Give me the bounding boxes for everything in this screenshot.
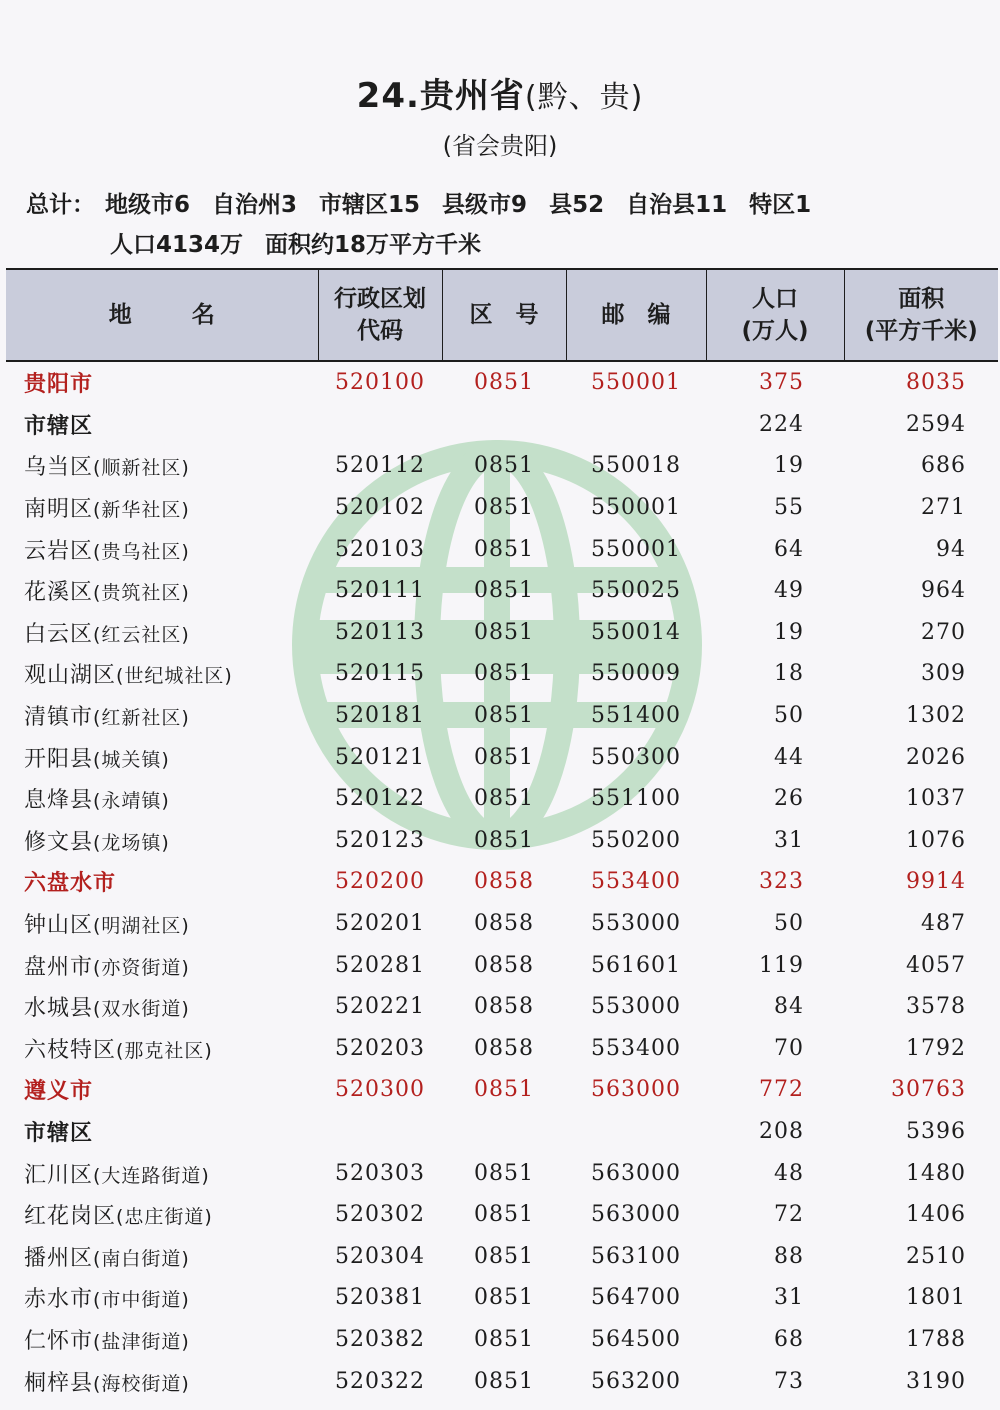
place-name: 六盘水市: [24, 871, 117, 897]
cell-code: 520115: [335, 661, 425, 687]
cell-area-code: 0851: [474, 786, 534, 812]
cell-population: 31: [774, 827, 804, 853]
cell-population: 44: [774, 744, 804, 770]
cell-name: [6, 820, 318, 862]
seat-name: (红新社区): [93, 707, 190, 730]
place-name: 息烽县: [24, 788, 94, 814]
place-name: 六枝特区: [24, 1037, 117, 1063]
header-population: [706, 269, 844, 361]
cell-code: 520303: [335, 1160, 425, 1186]
place-name: 贵阳市: [24, 372, 94, 398]
place-name: 盘州市: [24, 954, 94, 980]
cell-area-code: 0858: [474, 952, 534, 978]
seat-name: (城关镇): [93, 748, 170, 771]
table-row: [6, 653, 998, 695]
cell-area: 2026: [906, 744, 966, 770]
cell-area: 270: [921, 619, 966, 645]
cell-code: 520304: [335, 1243, 425, 1269]
place-name: 白云区: [24, 621, 94, 647]
table-row: [6, 778, 998, 820]
place-name: 市辖区: [24, 413, 94, 439]
cell-postal: 550014: [591, 619, 681, 645]
cell-area: 8035: [906, 370, 966, 396]
cell-area: 1037: [906, 786, 966, 812]
header-pop-line1: 人口: [752, 286, 798, 312]
cell-name: [6, 1111, 318, 1153]
table-row: [6, 1235, 998, 1277]
seat-name: (海校街道): [93, 1372, 190, 1395]
header-code-line1: 行政区划: [334, 286, 426, 312]
place-name: 清镇市: [24, 705, 94, 731]
summary-item: 自治县11: [626, 192, 728, 218]
district-row: [6, 404, 998, 446]
seat-name: (龙场镇): [93, 831, 170, 854]
place-name: 花溪区: [24, 580, 94, 606]
cell-code: 520201: [335, 911, 425, 937]
summary-item: 市辖区15: [319, 192, 421, 218]
place-name: 钟山区: [24, 913, 94, 939]
place-name: 汇川区: [24, 1162, 94, 1188]
table-row: [6, 612, 998, 654]
cell-name: [6, 487, 318, 529]
cell-code: [318, 1111, 442, 1153]
summary-label: 总计：: [26, 192, 95, 218]
cell-area-code: 0851: [474, 453, 534, 479]
cell-area: 9914: [906, 869, 966, 895]
cell-code: 520103: [335, 536, 425, 562]
table-row: [6, 736, 998, 778]
seat-name: (大连路街道): [93, 1164, 210, 1187]
cell-postal: 550009: [591, 661, 681, 687]
seat-name: (永靖镇): [93, 790, 170, 813]
cell-postal: [566, 1111, 706, 1153]
cell-postal: 563000: [591, 1160, 681, 1186]
cell-area: 309: [921, 661, 966, 687]
cell-population: 68: [774, 1326, 804, 1352]
cell-area: 271: [921, 495, 966, 521]
table-row: [6, 1194, 998, 1236]
cell-postal: 553000: [591, 994, 681, 1020]
cell-population: 72: [774, 1202, 804, 1228]
header-area-code: 区 号: [442, 269, 566, 361]
place-name: 桐梓县: [24, 1370, 94, 1396]
title-alias: (黔、贵): [524, 80, 644, 115]
cell-code: 520200: [335, 869, 425, 895]
cell-name: [6, 695, 318, 737]
summary-item: 县级市9: [442, 192, 528, 218]
place-name: 南明区: [24, 497, 94, 523]
cell-name: [6, 903, 318, 945]
cell-name: [6, 986, 318, 1028]
cell-population: 73: [774, 1368, 804, 1394]
cell-code: 520381: [335, 1285, 425, 1311]
cell-postal: 550200: [591, 827, 681, 853]
cell-name: [6, 570, 318, 612]
cell-postal: 550001: [591, 495, 681, 521]
seat-name: (市中街道): [93, 1289, 190, 1312]
place-name: 赤水市: [24, 1287, 94, 1313]
cell-area: 1302: [906, 703, 966, 729]
cell-code: 520300: [335, 1077, 425, 1103]
header-code-line2: 代码: [357, 318, 403, 344]
place-name: 开阳县: [24, 746, 94, 772]
cell-code: 520281: [335, 952, 425, 978]
cell-population: 19: [774, 619, 804, 645]
summary-item: 地级市6: [105, 192, 191, 218]
cell-area-code: 0851: [474, 703, 534, 729]
summary-item: 县52: [549, 192, 605, 218]
cell-population: 375: [759, 370, 804, 396]
cell-area-code: 0858: [474, 994, 534, 1020]
table-row: [6, 1028, 998, 1070]
cell-name: [6, 404, 318, 446]
cell-population: 48: [774, 1160, 804, 1186]
cell-postal: 563000: [591, 1202, 681, 1228]
cell-area: 1788: [906, 1326, 966, 1352]
summary-area: 面积约18万平方千米: [265, 232, 482, 258]
cell-population: 50: [774, 911, 804, 937]
cell-area-code: 0851: [474, 1285, 534, 1311]
table-row: [6, 820, 998, 862]
page-subtitle: (省会贵阳): [442, 132, 558, 160]
cell-area: 2510: [906, 1243, 966, 1269]
cell-area-code: [442, 404, 566, 446]
cell-area-code: 0851: [474, 827, 534, 853]
city-row: [6, 1069, 998, 1111]
table-row: [6, 1152, 998, 1194]
cell-name: [6, 528, 318, 570]
cell-area: 2594: [906, 411, 966, 437]
cell-postal: 550300: [591, 744, 681, 770]
cell-population: 31: [774, 1285, 804, 1311]
cell-population: 208: [759, 1118, 804, 1144]
cell-area: 487: [921, 911, 966, 937]
seat-name: (南白街道): [93, 1247, 190, 1270]
cell-name: [6, 1319, 318, 1361]
cell-code: 520181: [335, 703, 425, 729]
cell-code: 520113: [335, 619, 425, 645]
cell-postal: 564500: [591, 1326, 681, 1352]
summary-item: 特区1: [749, 192, 812, 218]
cell-population: 26: [774, 786, 804, 812]
cell-area: 3190: [906, 1368, 966, 1394]
cell-area-code: 0858: [474, 1035, 534, 1061]
cell-code: 520122: [335, 786, 425, 812]
cell-postal: 550018: [591, 453, 681, 479]
table-row: [6, 986, 998, 1028]
cell-code: 520203: [335, 1035, 425, 1061]
cell-postal: 563000: [591, 1077, 681, 1103]
cell-population: 18: [774, 661, 804, 687]
table-row: [6, 1360, 998, 1402]
admin-division-table: [6, 268, 998, 1402]
cell-area-code: 0858: [474, 869, 534, 895]
cell-code: 520102: [335, 495, 425, 521]
header-area: [844, 269, 998, 361]
cell-area-code: 0851: [474, 619, 534, 645]
cell-area: 3578: [906, 994, 966, 1020]
cell-population: 50: [774, 703, 804, 729]
cell-postal: 564700: [591, 1285, 681, 1311]
cell-area-code: [442, 1111, 566, 1153]
cell-name: [6, 778, 318, 820]
city-row: [6, 861, 998, 903]
cell-name: [6, 1277, 318, 1319]
place-name: 修文县: [24, 829, 94, 855]
cell-postal: 563200: [591, 1368, 681, 1394]
seat-name: (忠庄街道): [116, 1206, 213, 1229]
cell-area-code: 0851: [474, 661, 534, 687]
cell-code: 520123: [335, 827, 425, 853]
cell-name: [6, 445, 318, 487]
cell-population: 70: [774, 1035, 804, 1061]
cell-name: [6, 1028, 318, 1070]
cell-area: 1480: [906, 1160, 966, 1186]
cell-postal: 550025: [591, 578, 681, 604]
table-row: [6, 903, 998, 945]
page-title: [0, 68, 1000, 117]
cell-area: 686: [921, 453, 966, 479]
cell-postal: 550001: [591, 536, 681, 562]
seat-name: (红云社区): [93, 623, 190, 646]
table-row: [6, 944, 998, 986]
cell-area: 1801: [906, 1285, 966, 1311]
cell-code: 520221: [335, 994, 425, 1020]
cell-postal: 553000: [591, 911, 681, 937]
cell-area-code: 0851: [474, 1243, 534, 1269]
header-name: [6, 269, 318, 361]
table-header-row: [6, 269, 998, 361]
cell-name: [6, 1194, 318, 1236]
seat-name: (盐津街道): [93, 1330, 190, 1353]
cell-population: 119: [759, 952, 804, 978]
place-name: 云岩区: [24, 538, 94, 564]
cell-code: [318, 404, 442, 446]
table-row: [6, 695, 998, 737]
cell-population: 19: [774, 453, 804, 479]
cell-area-code: 0851: [474, 1202, 534, 1228]
cell-area: 5396: [906, 1118, 966, 1144]
cell-postal: 551100: [591, 786, 681, 812]
cell-population: 49: [774, 578, 804, 604]
header-code: [318, 269, 442, 361]
seat-name: (贵乌社区): [93, 540, 190, 563]
cell-population: 323: [759, 869, 804, 895]
cell-name: [6, 653, 318, 695]
cell-postal: 561601: [591, 952, 681, 978]
cell-postal: 563100: [591, 1243, 681, 1269]
place-name: 乌当区: [24, 455, 94, 481]
cell-code: 520100: [335, 370, 425, 396]
cell-area-code: 0851: [474, 1160, 534, 1186]
header-postal: 邮 编: [566, 269, 706, 361]
cell-code: 520302: [335, 1202, 425, 1228]
cell-area-code: 0851: [474, 370, 534, 396]
cell-area-code: 0851: [474, 1326, 534, 1352]
cell-code: 520322: [335, 1368, 425, 1394]
cell-code: 520111: [335, 578, 425, 604]
header-area-line2: (平方千米): [864, 318, 978, 344]
table-row: [6, 570, 998, 612]
cell-area: 94: [936, 536, 966, 562]
cell-population: 84: [774, 994, 804, 1020]
place-name: 播州区: [24, 1245, 94, 1271]
seat-name: (顺新社区): [93, 457, 190, 480]
summary-line-2: [110, 226, 503, 259]
cell-population: 55: [774, 495, 804, 521]
district-row: [6, 1111, 998, 1153]
cell-code: 520112: [335, 453, 425, 479]
cell-area-code: 0851: [474, 1077, 534, 1103]
cell-name: [6, 1069, 318, 1111]
title-text: 24.贵州省: [356, 76, 525, 116]
cell-postal: 550001: [591, 370, 681, 396]
place-name: 遵义市: [24, 1079, 94, 1105]
cell-area-code: 0851: [474, 578, 534, 604]
seat-name: (世纪城社区): [116, 665, 233, 688]
cell-name: [6, 612, 318, 654]
cell-area-code: 0851: [474, 495, 534, 521]
header-area-line1: 面积: [898, 286, 945, 312]
table-row: [6, 1319, 998, 1361]
seat-name: (那克社区): [116, 1039, 213, 1062]
cell-area: 1792: [906, 1035, 966, 1061]
cell-name: [6, 361, 318, 404]
summary-item: 自治州3: [212, 192, 298, 218]
cell-area-code: 0851: [474, 536, 534, 562]
seat-name: (贵筑社区): [93, 582, 190, 605]
summary-line-1: [26, 186, 833, 219]
summary-population: 人口4134万: [110, 232, 244, 258]
place-name: 水城县: [24, 996, 94, 1022]
cell-name: [6, 944, 318, 986]
cell-name: [6, 1360, 318, 1402]
cell-area: 30763: [891, 1077, 966, 1103]
city-row: [6, 361, 998, 404]
cell-code: 520382: [335, 1326, 425, 1352]
seat-name: (新华社区): [93, 499, 190, 522]
cell-name: [6, 1152, 318, 1194]
table-row: [6, 487, 998, 529]
cell-area: 1406: [906, 1202, 966, 1228]
cell-area: 1076: [906, 827, 966, 853]
seat-name: (明湖社区): [93, 915, 190, 938]
cell-postal: 553400: [591, 869, 681, 895]
cell-area-code: 0858: [474, 911, 534, 937]
table-row: [6, 528, 998, 570]
place-name: 市辖区: [24, 1120, 94, 1146]
cell-postal: 551400: [591, 703, 681, 729]
cell-area: 964: [921, 578, 966, 604]
cell-population: 64: [774, 536, 804, 562]
cell-name: [6, 736, 318, 778]
cell-population: 772: [759, 1077, 804, 1103]
place-name: 红花岗区: [24, 1204, 117, 1230]
cell-population: 224: [759, 411, 804, 437]
place-name: 仁怀市: [24, 1328, 94, 1354]
cell-population: 88: [774, 1243, 804, 1269]
table-row: [6, 445, 998, 487]
cell-name: [6, 861, 318, 903]
place-name: 观山湖区: [24, 663, 117, 689]
cell-code: 520121: [335, 744, 425, 770]
cell-postal: [566, 404, 706, 446]
table-row: [6, 1277, 998, 1319]
cell-area-code: 0851: [474, 1368, 534, 1394]
seat-name: (亦资街道): [93, 956, 190, 979]
seat-name: (双水街道): [93, 998, 190, 1021]
cell-area-code: 0851: [474, 744, 534, 770]
cell-postal: 553400: [591, 1035, 681, 1061]
cell-area: 4057: [906, 952, 966, 978]
header-pop-line2: (万人): [741, 318, 809, 344]
cell-name: [6, 1235, 318, 1277]
header-name-label: 地名: [108, 302, 275, 328]
